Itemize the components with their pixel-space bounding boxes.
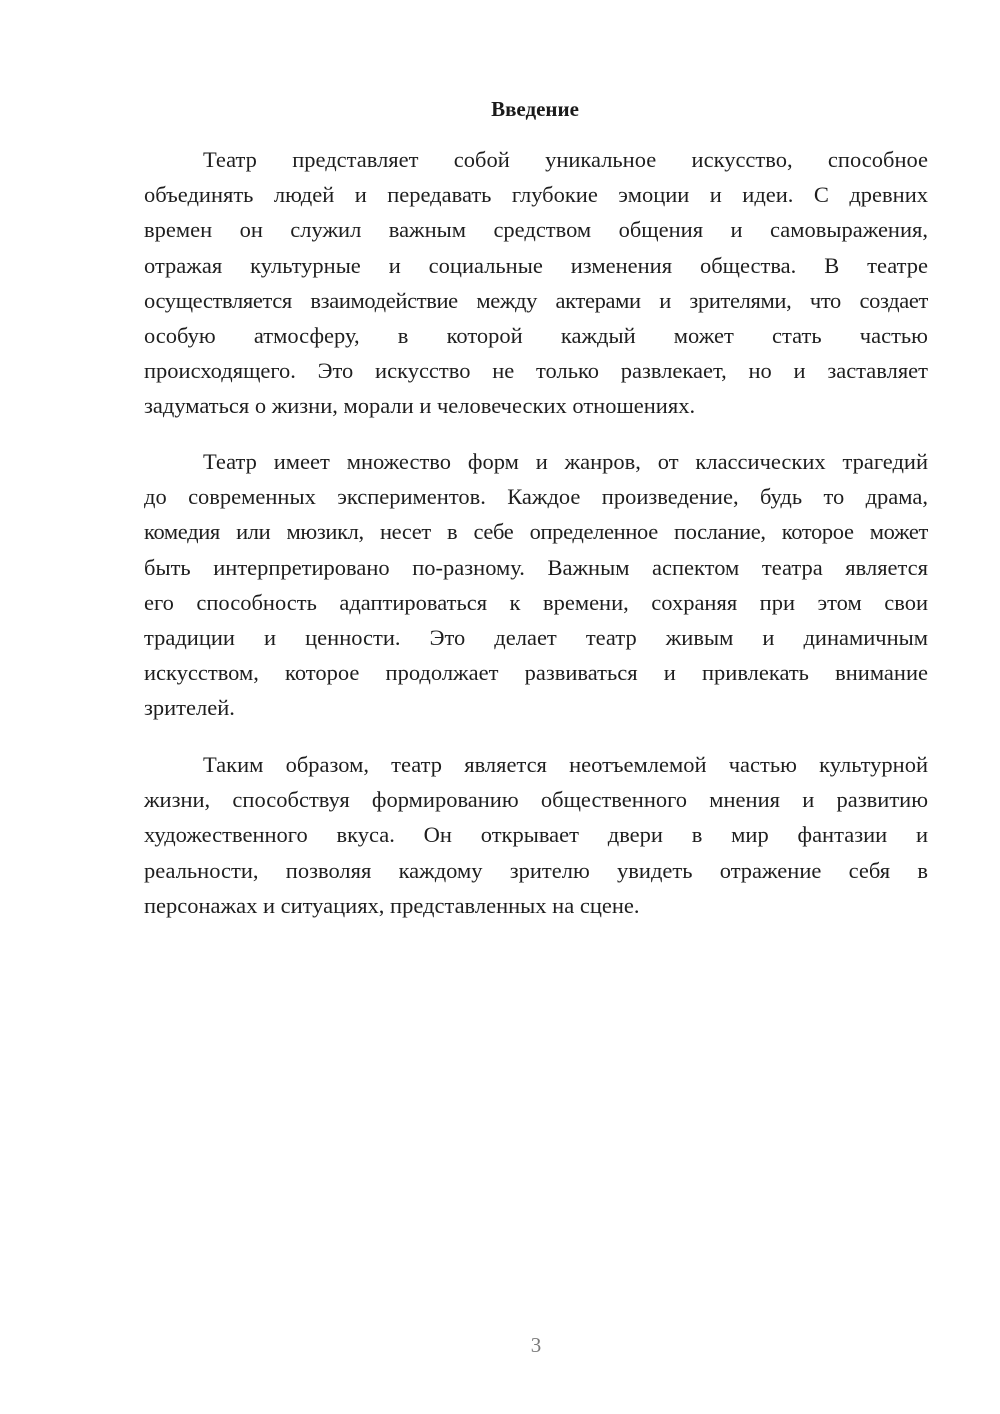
paragraph-line: его способность адаптироваться к времени, сохраняя при этом свои <box>144 589 928 615</box>
page-number: 3 <box>530 1333 542 1357</box>
paragraph-line: искусством, которое продолжает развиваться и привлекать внимание <box>144 660 928 686</box>
paragraph-line: времен он служил важным средством общения и самовыражения, <box>144 217 928 243</box>
paragraph-line: комедия или мюзикл, несет в себе определенное послание, которое может <box>144 519 928 545</box>
paragraph-line: особую атмосферу, в которой каждый может стать частью <box>144 322 928 348</box>
paragraph-1 <box>144 142 928 424</box>
paragraph-3 <box>144 747 928 923</box>
paragraph-line: персонажах и ситуациях, представленных на сцене. <box>144 892 640 918</box>
paragraph-line: быть интерпретировано по-разному. Важным аспектом театра является <box>144 554 928 580</box>
paragraph-line: отражая культурные и социальные изменения общества. В театре <box>144 252 928 278</box>
paragraph-line: задуматься о жизни, морали и человеческих отношениях. <box>144 393 696 419</box>
paragraph-line: объединять людей и передавать глубокие эмоции и идеи. С древних <box>144 182 928 208</box>
paragraph-line: осуществляется взаимодействие между актерами и зрителями, что создает <box>144 287 928 313</box>
paragraph-line: происходящего. Это искусство не только развлекает, но и заставляет <box>144 358 928 384</box>
paragraph-line: до современных экспериментов. Каждое произведение, будь то драма, <box>144 484 928 510</box>
paragraph-line: традиции и ценности. Это делает театр живым и динамичным <box>144 624 928 650</box>
paragraph-line: зрителей. <box>144 695 235 721</box>
section-title: Введение <box>491 97 579 121</box>
paragraph-line: Таким образом, театр является неотъемлемой частью культурной <box>203 752 928 777</box>
paragraph-line: Театр представляет собой уникальное искусство, способное <box>203 147 928 172</box>
paragraph-line: реальности, позволяя каждому зрителю увидеть отражение себя в <box>144 857 928 883</box>
paragraph-2 <box>144 444 928 726</box>
paragraph-line: художественного вкуса. Он открывает двери в мир фантазии и <box>144 822 928 848</box>
paragraph-line: Театр имеет множество форм и жанров, от классических трагедий <box>203 449 928 474</box>
paragraph-line: жизни, способствуя формированию общественного мнения и развитию <box>144 787 928 813</box>
